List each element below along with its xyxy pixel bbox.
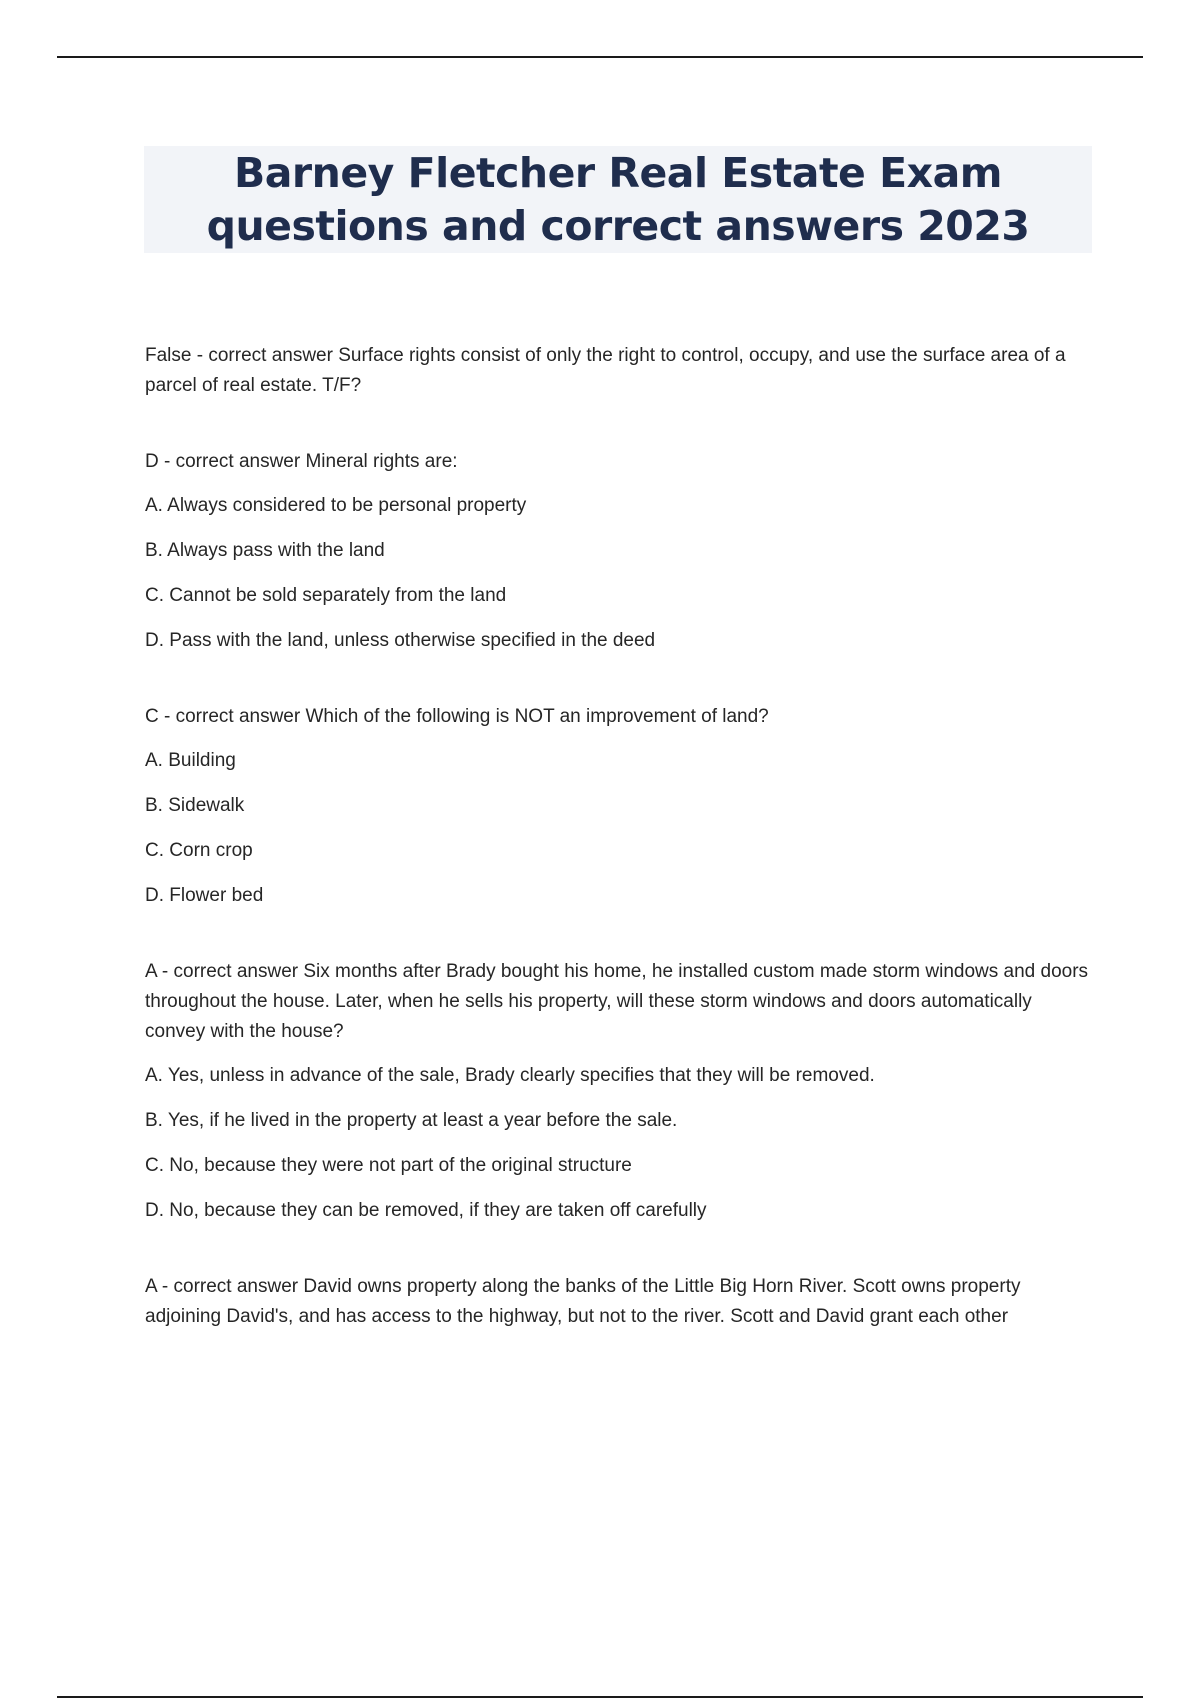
document-title: Barney Fletcher Real Estate Exam questions and correct answers 2023 — [206, 148, 1030, 250]
question-text: D - correct answer Mineral rights are: — [145, 451, 458, 472]
answer-option: B. Always pass with the land — [145, 540, 385, 561]
answer-option: A. Yes, unless in advance of the sale, Brady clearly specifies that they will be removed. — [145, 1065, 875, 1086]
qa-item — [145, 702, 1090, 911]
answer-option: C. Cannot be sold separately from the land — [145, 585, 507, 606]
answer-option: C. No, because they were not part of the original structure — [145, 1155, 632, 1176]
question-text: A - correct answer David owns property along the banks of the Little Big Horn River. Scott owns property adjoining David's, and has access to the highway, but not to the river. Scott and David grant each other — [145, 1276, 1021, 1327]
qa-item — [145, 1272, 1090, 1332]
answer-option: A. Always considered to be personal property — [145, 495, 527, 516]
answer-option: D. Pass with the land, unless otherwise specified in the deed — [145, 630, 656, 651]
footer-rule — [57, 1696, 1143, 1698]
answer-option: C. Corn crop — [145, 840, 253, 861]
question-text: C - correct answer Which of the following is NOT an improvement of land? — [145, 706, 769, 727]
qa-item — [145, 957, 1090, 1226]
document-body — [145, 341, 1090, 1378]
answer-option: A. Building — [145, 750, 236, 771]
question-text: A - correct answer Six months after Brady bought his home, he installed custom made storm windows and doors throughout the house. Later, when he sells his property, will these storm windows and doors automatically convey with the house? — [145, 961, 1089, 1042]
answer-option: B. Sidewalk — [145, 795, 245, 816]
qa-item — [145, 447, 1090, 656]
answer-option: D. No, because they can be removed, if they are taken off carefully — [145, 1200, 707, 1221]
question-text: False - correct answer Surface rights consist of only the right to control, occupy, and use the surface area of a parcel of real estate. T/F? — [145, 345, 1066, 396]
title-banner — [144, 146, 1092, 253]
answer-option: B. Yes, if he lived in the property at least a year before the sale. — [145, 1110, 678, 1131]
header-rule — [57, 56, 1143, 58]
answer-option: D. Flower bed — [145, 885, 264, 906]
qa-item — [145, 341, 1090, 401]
